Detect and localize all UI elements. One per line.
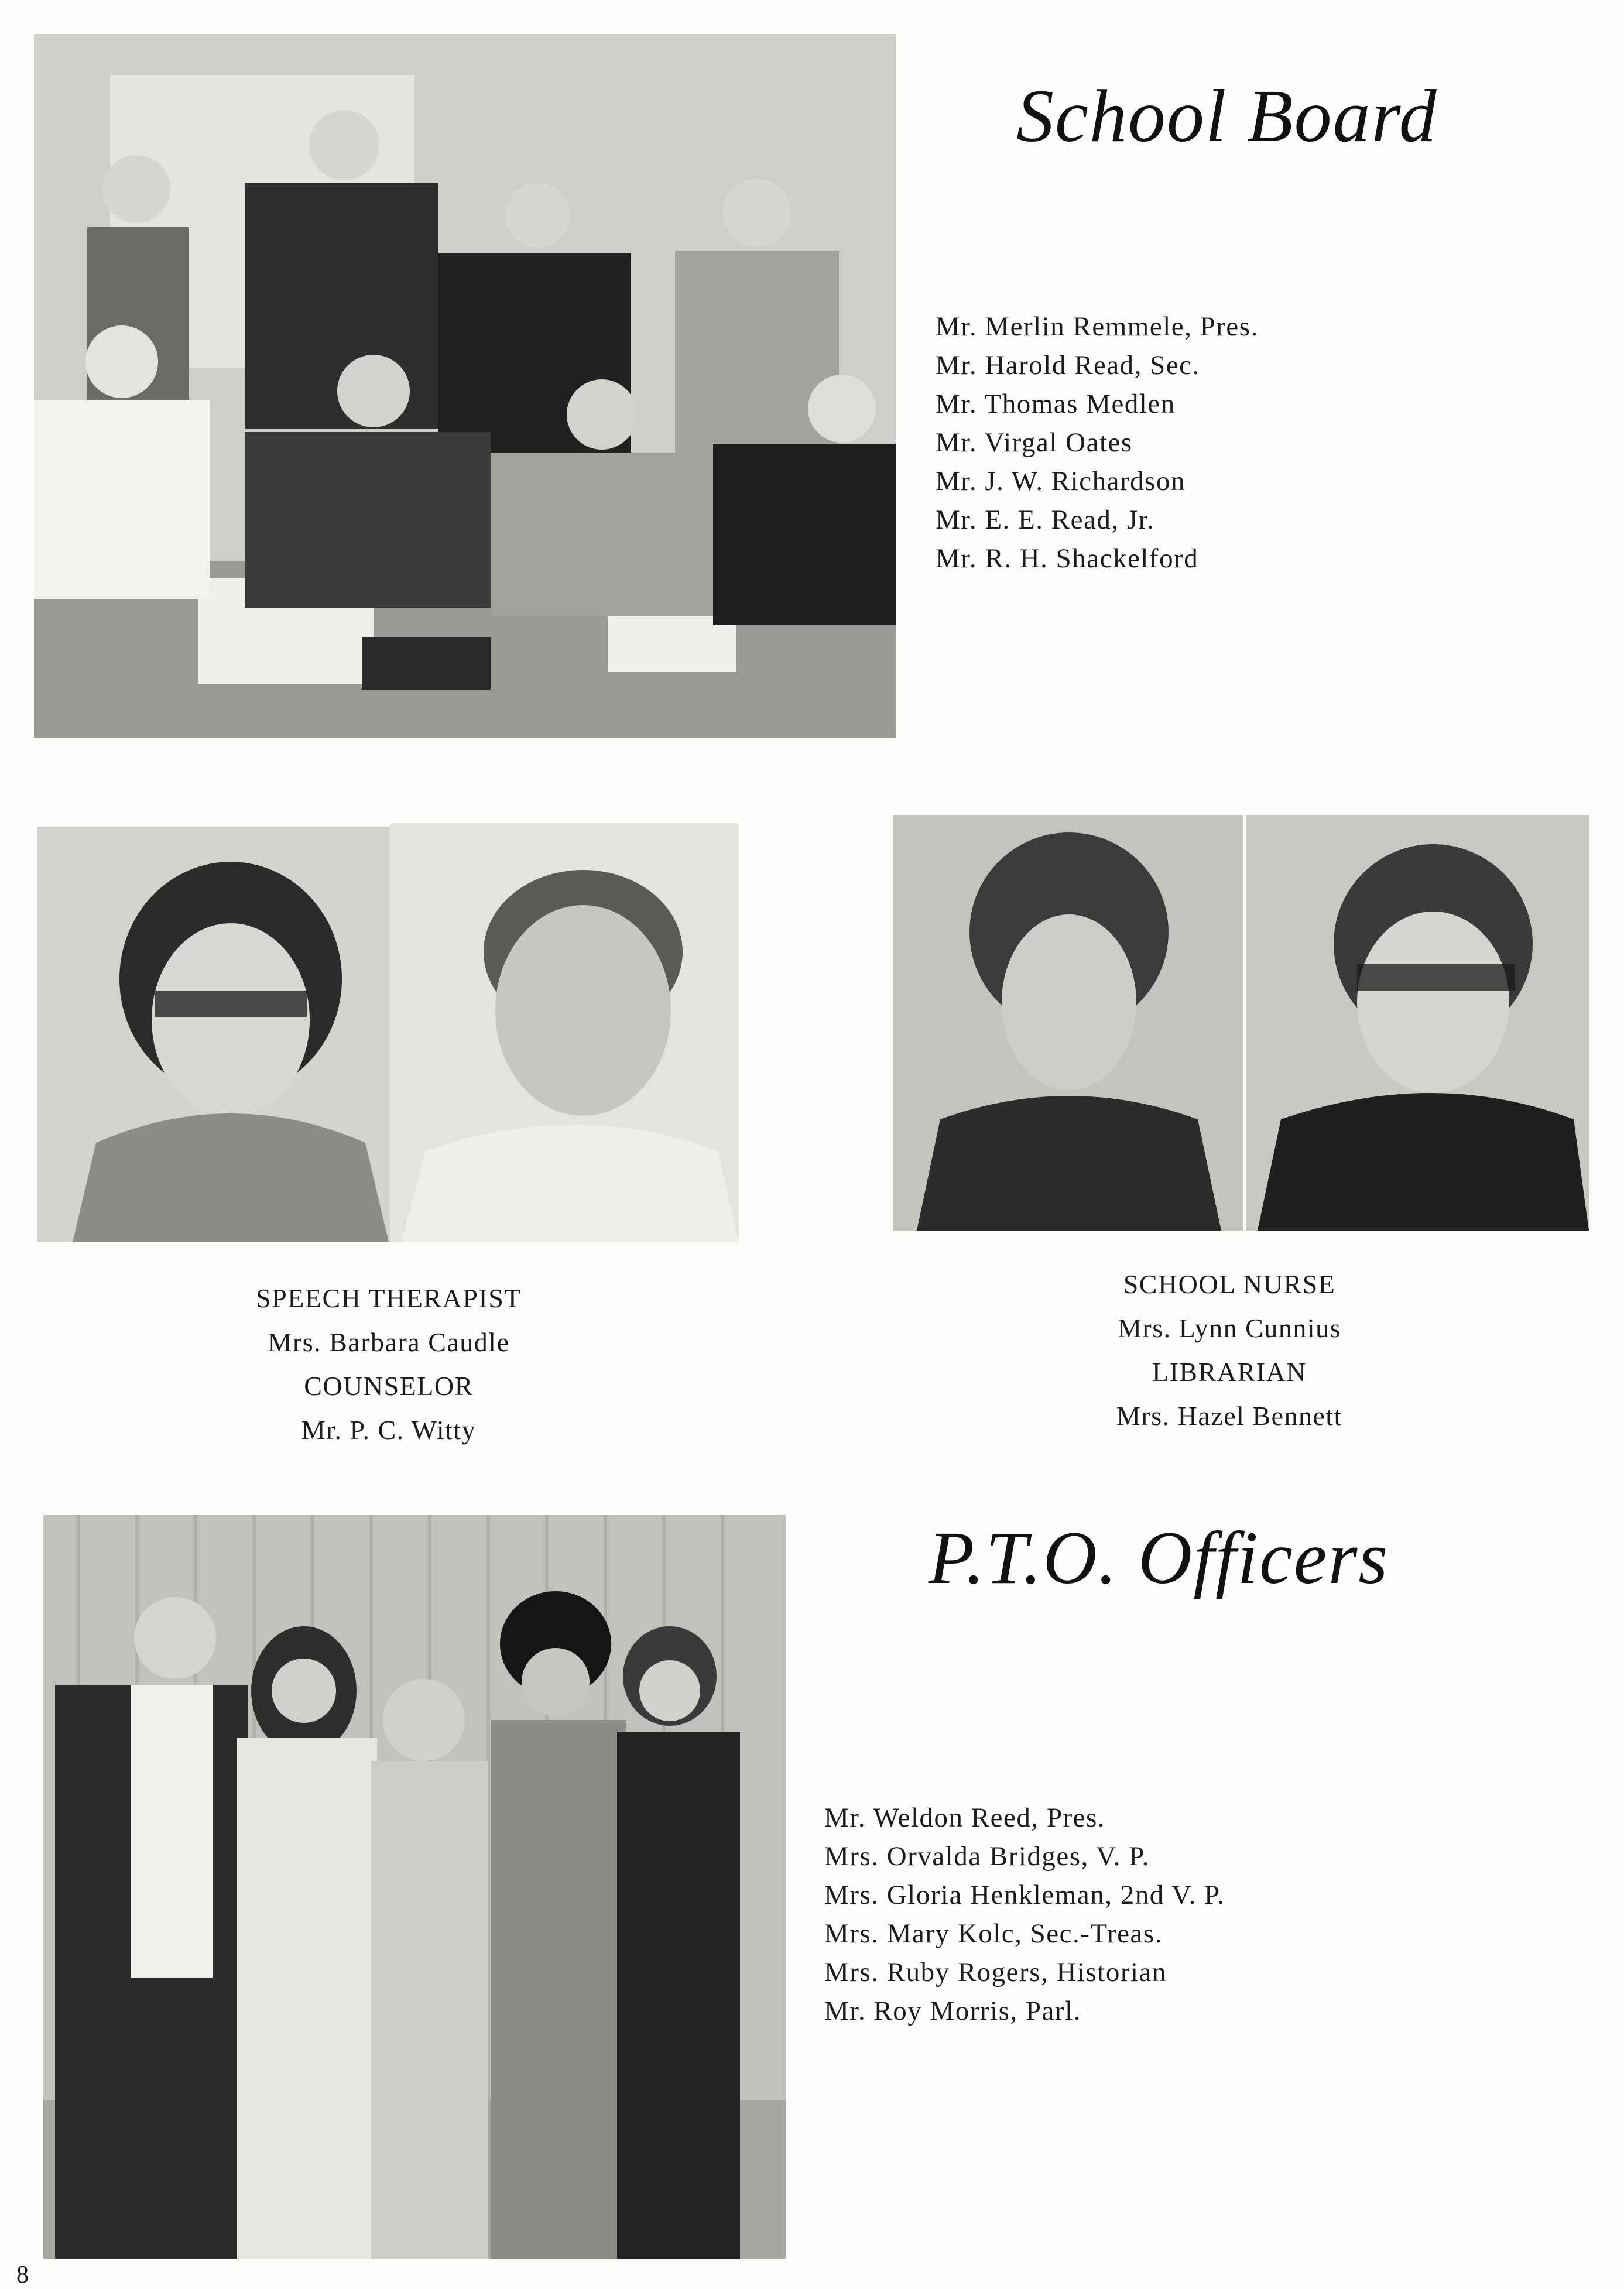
counselor-name: Mr. P. C. Witty: [301, 1415, 477, 1445]
list-item: Mrs. Gloria Henkleman, 2nd V. P.: [824, 1880, 1225, 1910]
list-item: Mr. J. W. Richardson: [936, 466, 1186, 496]
staff-caption-left: [96, 1276, 681, 1452]
page-number: 8: [16, 2261, 29, 2288]
librarian-name: Mrs. Hazel Bennett: [1116, 1401, 1342, 1431]
speech-therapist-portrait: [37, 827, 390, 1242]
pto-members: [824, 1798, 1225, 2030]
librarian-portrait: [1246, 815, 1589, 1231]
list-item: Mrs. Orvalda Bridges, V. P.: [824, 1841, 1150, 1872]
counselor-role: COUNSELOR: [304, 1371, 474, 1401]
speech-therapist-name: Mrs. Barbara Caudle: [268, 1327, 510, 1357]
school-board-members: [936, 307, 1259, 578]
list-item: Mrs. Ruby Rogers, Historian: [824, 1957, 1167, 1988]
librarian-role: LIBRARIAN: [1152, 1357, 1307, 1387]
list-item: Mrs. Mary Kolc, Sec.-Treas.: [824, 1918, 1163, 1949]
staff-caption-right: [937, 1262, 1522, 1438]
speech-therapist-role: SPEECH THERAPIST: [256, 1283, 522, 1313]
list-item: Mr. Virgal Oates: [936, 427, 1133, 458]
pto-officers-photo: [43, 1515, 786, 2259]
school-nurse-role: SCHOOL NURSE: [1123, 1269, 1336, 1299]
school-nurse-portrait: [893, 815, 1243, 1231]
list-item: Mr. Roy Morris, Parl.: [824, 1996, 1081, 2026]
school-board-title: School Board: [1016, 74, 1438, 157]
list-item: Mr. Thomas Medlen: [936, 389, 1176, 419]
list-item: Mr. Weldon Reed, Pres.: [824, 1803, 1106, 1833]
list-item: Mr. R. H. Shackelford: [936, 543, 1199, 574]
list-item: Mr. Harold Read, Sec.: [936, 350, 1200, 381]
list-item: Mr. Merlin Remmele, Pres.: [936, 311, 1259, 342]
school-board-photo: [34, 34, 896, 738]
school-nurse-name: Mrs. Lynn Cunnius: [1117, 1313, 1342, 1343]
list-item: Mr. E. E. Read, Jr.: [936, 505, 1155, 535]
pto-title: P.T.O. Officers: [929, 1516, 1389, 1599]
counselor-portrait: [390, 823, 739, 1242]
